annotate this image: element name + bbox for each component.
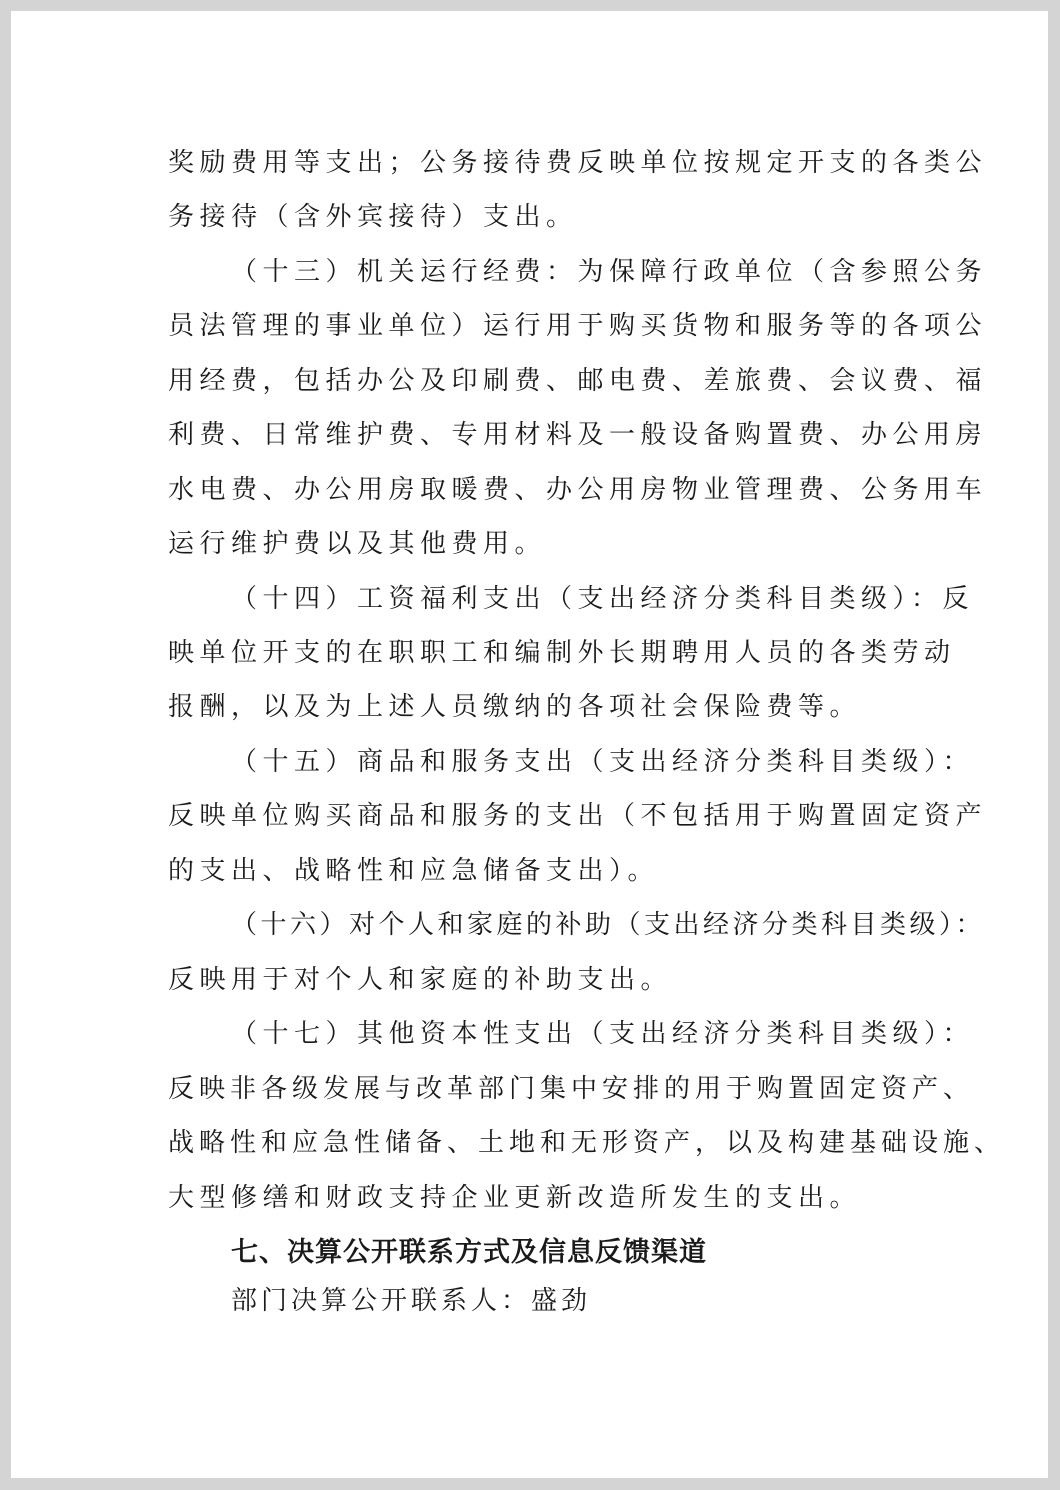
paragraph-line: 利费、日常维护费、专用材料及一般设备购置费、办公用房 <box>168 420 988 450</box>
paragraph-line: 务接待（含外宾接待）支出。 <box>168 202 578 232</box>
section-heading: 七、决算公开联系方式及信息反馈渠道 <box>231 1237 707 1268</box>
paragraph-line: 反映非各级发展与改革部门集中安排的用于购置固定资产、 <box>168 1074 975 1104</box>
paragraph-line: 大型修缮和财政支持企业更新改造所发生的支出。 <box>168 1183 862 1213</box>
paragraph-line: （十四）工资福利支出（支出经济分类科目类级）：反 <box>231 584 975 614</box>
paragraph-line: 用经费，包括办公及印刷费、邮电费、差旅费、会议费、福 <box>168 366 988 396</box>
contact-line: 部门决算公开联系人：盛劲 <box>231 1286 592 1316</box>
paragraph-line: 运行维护费以及其他费用。 <box>168 529 547 559</box>
paragraph-line: 反映用于对个人和家庭的补助支出。 <box>168 965 673 995</box>
paragraph-line: 报酬，以及为上述人员缴纳的各项社会保险费等。 <box>168 692 862 722</box>
paragraph-line: （十五）商品和服务支出（支出经济分类科目类级）： <box>231 747 975 777</box>
paragraph-line: （十三）机关运行经费：为保障行政单位（含参照公务 <box>231 257 988 287</box>
paragraph-line: 映单位开支的在职职工和编制外长期聘用人员的各类劳动 <box>168 638 956 668</box>
paragraph-line: 员法管理的事业单位）运行用于购买货物和服务等的各项公 <box>168 311 988 341</box>
paragraph-line: 战略性和应急性储备、土地和无形资产，以及构建基础设施、 <box>168 1128 1006 1158</box>
paragraph-line: （十六）对个人和家庭的补助（支出经济分类科目类级）： <box>231 910 986 940</box>
paragraph-line: 奖励费用等支出；公务接待费反映单位按规定开支的各类公 <box>168 148 988 178</box>
document-page <box>11 11 1048 1478</box>
paragraph-line: 水电费、办公用房取暖费、办公用房物业管理费、公务用车 <box>168 475 988 505</box>
paragraph-line: 的支出、战略性和应急储备支出）。 <box>168 856 660 886</box>
paragraph-line: 反映单位购买商品和服务的支出（不包括用于购置固定资产 <box>168 801 988 831</box>
paragraph-line: （十七）其他资本性支出（支出经济分类科目类级）： <box>231 1019 975 1049</box>
